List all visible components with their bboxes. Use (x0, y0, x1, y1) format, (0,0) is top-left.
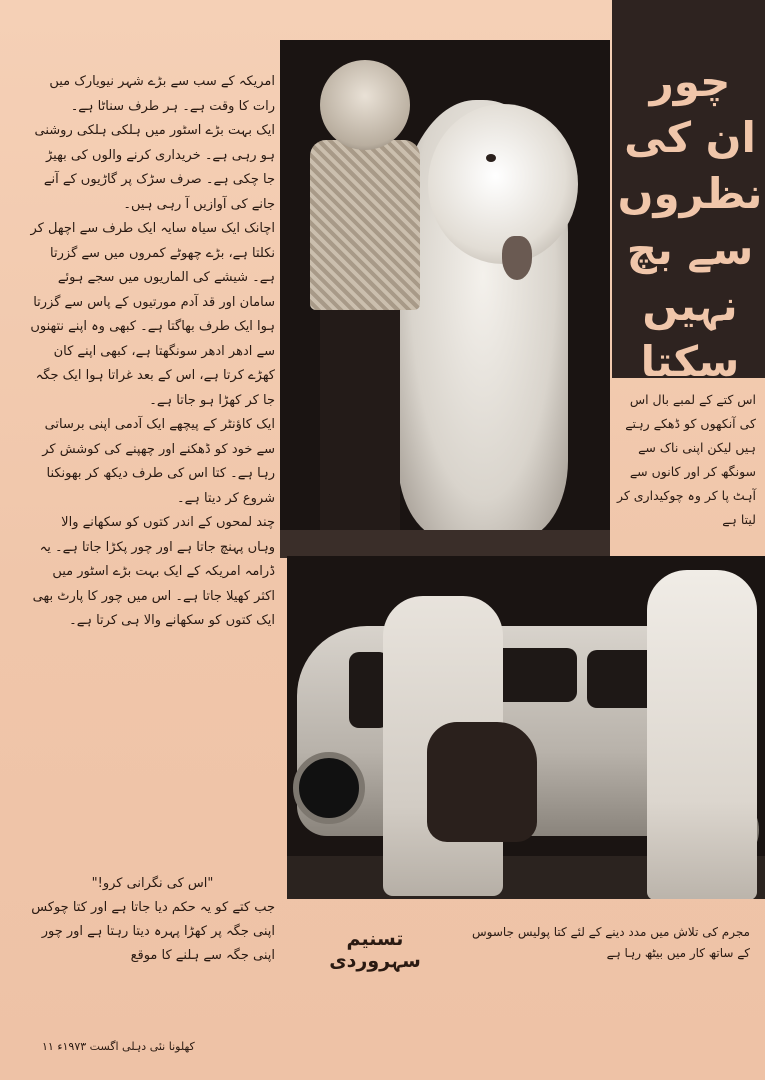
article-paragraph: ایک کاؤنٹر کے پیچھے ایک آدمی اپنی برساتی سے خود کو ڈھکنے اور چھپنے کی کوشش کر رہا ہے۔ کتا اس کی طرف دیکھ کر بھونکنا شروع کر دیتا ہے۔ (42, 417, 275, 506)
boy-head (320, 60, 410, 150)
boy-legs (320, 310, 400, 550)
title-line: نہیں (642, 281, 738, 330)
police-dog (427, 722, 537, 842)
article-title (617, 54, 763, 386)
caption-bottom-photo: مجرم کی تلاش میں مدد دینے کے لئے کتا پولیس جاسوس کے ساتھ کار میں بیٹھ رہا ہے (472, 925, 750, 960)
title-line: سے بچ (626, 225, 754, 274)
boy-body (310, 140, 420, 310)
officer-right (647, 570, 757, 899)
title-line: ان کی (624, 113, 756, 162)
title-line: چور (649, 57, 731, 106)
sheepdog-head (428, 104, 578, 264)
caption-top-photo: اس کتے کے لمبے بال اس کی آنکھوں کو ڈھکے رہتے ہیں لیکن اپنی ناک سے سونگھ کر اور کانوں سے آہٹ پا کر وہ چوکیداری کر لیتا ہے (616, 392, 756, 527)
photo-boy-with-dog (280, 40, 610, 558)
article-paragraph: چند لمحوں کے اندر کتوں کو سکھانے والا وہاں پہنچ جاتا ہے اور چور پکڑا جاتا ہے۔ یہ ڈرامہ امریکہ کے ایک بہت بڑے اسٹور میں اکثر کھیلا جاتا ہے۔ اس میں چور کا پارٹ بھی ایک کتوں کو سکھانے والا ہی کرتا ہے۔ (32, 515, 275, 628)
sheepdog-eye (486, 154, 496, 162)
article-paragraph: ایک بہت بڑے اسٹور میں ہلکی ہلکی روشنی ہو رہی ہے۔ خریداری کرنے والوں کی بھیڑ جا چکی ہے۔ صرف سڑک پر گاڑیوں کے آنے جانے کی آوازیں آ رہی ہیں۔ (34, 123, 275, 212)
sheepdog-tongue (502, 236, 532, 280)
car-wheel (293, 752, 365, 824)
floor (280, 530, 610, 558)
author-name: تسنیم سہروردی (329, 928, 421, 972)
article-paragraph: جب کتے کو یہ حکم دیا جاتا ہے اور کتا چوکس اپنی جگہ پر کھڑا پہرہ دیتا رہتا ہے اور چور اپنی جگہ سے ہلنے کا موقع (31, 900, 275, 963)
title-line: سکتا (640, 337, 740, 386)
article-body-continued (30, 872, 275, 968)
title-line: نظروں (617, 169, 763, 218)
article-quote: "اس کی نگرانی کرو!" (91, 876, 214, 891)
photo-police-dog-car (287, 556, 765, 899)
article-paragraph: اچانک ایک سیاہ سایہ ایک طرف سے اچھل کر نکلتا ہے، بڑے چھوٹے کمروں میں سے گزرتا ہے۔ شیشے کی الماریوں میں سجے ہوئے سامان اور قد آدم مورتیوں کے پاس سے گزرتا ہوا ایک طرف بھاگتا ہے۔ کبھی وہ اپنے نتھنوں سے ادھر ادھر سونگھتا ہے، کبھی اپنے کان کھڑے کرتا ہے، اس کے بعد غراتا ہوا ایک جگہ جا کر کھڑا ہو جاتا ہے۔ (30, 221, 275, 408)
page-footer: کھلونا نئی دہلی اگست ۱۹۷۳ء ۱۱ (42, 1040, 195, 1053)
article-paragraph: امریکہ کے سب سے بڑے شہر نیویارک میں رات کا وقت ہے۔ ہر طرف سناٹا ہے۔ (49, 74, 275, 114)
article-body (30, 70, 275, 634)
